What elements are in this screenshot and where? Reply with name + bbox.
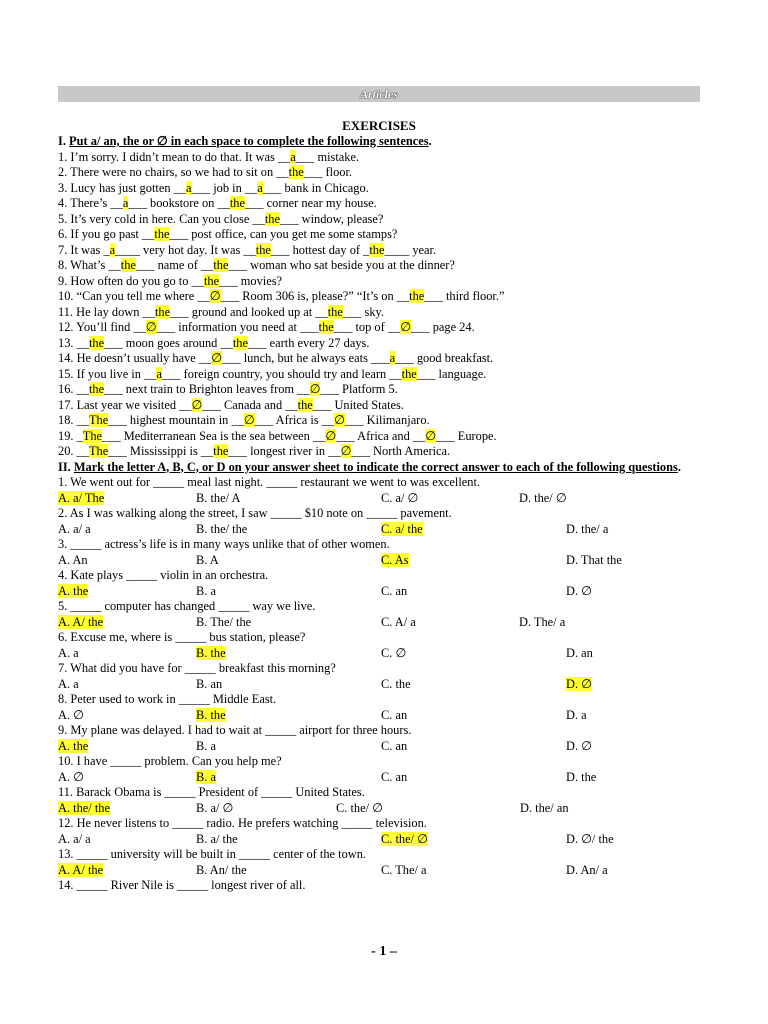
question-text: 13. _____ university will be built in _____ center of the town. [58, 847, 366, 861]
answer-option-c[interactable]: C. an [381, 769, 408, 784]
exercise-sentence [58, 398, 700, 414]
sentence-text: ___ longest river in __ [228, 444, 341, 458]
answer-highlight: the [288, 165, 304, 179]
sentence-text: 19. _ [58, 428, 83, 443]
sentence-text: ___ earth every 27 days. [247, 335, 370, 350]
sentence-text: 1. I’m sorry. I didn’t mean to do that. It was __ [58, 149, 291, 164]
page-title: EXERCISES [342, 118, 416, 133]
sentence-text: 20. __ [58, 444, 89, 458]
sentence-text: ___ top of __ [333, 320, 401, 334]
answer-option-b[interactable]: B. a [196, 583, 216, 598]
sentence-text: ___ mistake. [295, 149, 360, 164]
question-text: 1. We went out for _____ meal last night. _____ restaurant we went to was excellent. [58, 475, 481, 489]
answer-option-a[interactable]: A. ∅ [58, 769, 84, 784]
answer-option-a[interactable]: A. a [58, 676, 79, 691]
answer-highlight: the [369, 242, 385, 257]
section-banner: Articles [58, 86, 700, 102]
answer-option-d[interactable]: D. That the [566, 552, 622, 567]
sentence-text: ___ Mississippi is __ [108, 444, 214, 458]
exercise-sentence [58, 227, 700, 243]
answer-highlight: a [156, 366, 162, 381]
question-text: 5. _____ computer has changed _____ way we live. [58, 599, 316, 613]
sentence-text: 17. Last year we visited __ [58, 397, 192, 412]
sentence-text: 12. You’ll find __ [58, 320, 146, 334]
sentence-text: 15. If you live in __ [58, 366, 157, 381]
answer-option-b[interactable]: B. the [196, 707, 226, 722]
answer-highlight: ∅ [340, 444, 352, 458]
exercise-sentence [58, 429, 700, 445]
answer-option-b[interactable]: B. The/ the [196, 614, 252, 629]
sentence-text: 10. “Can you tell me where __ [58, 289, 210, 303]
exercise-sentence [58, 289, 700, 305]
section-1-instruction: Put a/ an, the or ∅ in each space to complete the following sentences [69, 134, 429, 148]
answer-option-a[interactable]: A. the [58, 583, 89, 598]
answer-option-d[interactable]: D. ∅ [566, 583, 592, 598]
sentence-text: ___ highest mountain in __ [108, 413, 244, 427]
answer-option-c[interactable]: C. an [381, 707, 408, 722]
answer-option-b[interactable]: B. An/ the [196, 862, 247, 877]
sentence-text: 11. He lay down __ [58, 304, 155, 319]
answer-highlight: the [88, 382, 105, 396]
answer-option-d[interactable]: D. ∅ [566, 676, 592, 691]
answer-option-c[interactable]: C. a/ the [381, 521, 423, 536]
answer-highlight: the [255, 242, 271, 257]
question-text: 11. Barack Obama is _____ President of _____ United States. [58, 785, 365, 799]
answer-highlight: the [318, 320, 334, 334]
answer-highlight: the [154, 227, 170, 241]
sentence-text: ___ window, please? [279, 211, 384, 226]
answer-highlight: the [401, 366, 417, 381]
sentence-text: 14. He doesn’t usually have __ [58, 351, 212, 365]
answer-highlight: a [290, 149, 296, 164]
answer-option-a[interactable]: A. a/ a [58, 521, 91, 536]
answer-highlight: the [409, 289, 425, 303]
sentence-text: ___ ground and looked up at __ [170, 304, 328, 319]
answer-option-d[interactable]: D. ∅ [566, 738, 592, 753]
question-text: 2. As I was walking along the street, I saw _____ $10 note on _____ pavement. [58, 506, 452, 520]
answer-option-c[interactable]: C. a/ ∅ [381, 490, 419, 505]
answer-highlight: ∅ [145, 320, 157, 334]
answer-highlight: ∅ [243, 413, 255, 427]
sentence-text: 9. How often do you go to __ [58, 273, 204, 288]
exercise-sentence [58, 165, 700, 181]
answer-options-row [58, 522, 700, 538]
answer-highlight: the [154, 304, 171, 319]
answer-option-a[interactable]: A. ∅ [58, 707, 84, 722]
section-2-number: II. [58, 459, 71, 474]
answer-highlight: the [297, 397, 313, 412]
answer-option-b[interactable]: B. a [196, 738, 216, 753]
answer-option-d[interactable]: D. the/ an [520, 800, 569, 815]
answer-option-a[interactable]: A. a/ a [58, 831, 91, 846]
sentence-text: ___ bookstore on __ [128, 196, 230, 210]
answer-option-d[interactable]: D. ∅/ the [566, 831, 614, 846]
exercise-sentence [58, 274, 700, 290]
sentence-text: ___ North America. [351, 444, 451, 458]
answer-option-c[interactable]: C. ∅ [381, 645, 407, 660]
answer-option-b[interactable]: B. the/ A [196, 490, 241, 505]
answer-options-row [58, 491, 700, 507]
answer-option-d[interactable]: D. the [566, 769, 597, 784]
exercise-sentence [58, 243, 700, 259]
answer-highlight: the [232, 335, 248, 350]
sentence-text: ___ third floor.” [424, 289, 505, 303]
sentence-text: ___ good breakfast. [395, 351, 494, 365]
answer-option-a[interactable]: A. A/ the [58, 862, 104, 877]
answer-highlight: a [122, 196, 129, 210]
question-text: 10. I have _____ problem. Can you help me? [58, 754, 282, 768]
answer-option-b[interactable]: B. a/ the [196, 831, 238, 846]
sentence-text: ___ corner near my house. [244, 196, 377, 210]
sentence-text: ___ information you need at ___ [156, 320, 319, 334]
exercise-sentence [58, 212, 700, 228]
sentence-text: ___ Europe. [436, 428, 497, 443]
question-text: 9. My plane was delayed. I had to wait at _____ airport for three hours. [58, 723, 412, 737]
exercise-sentence [58, 196, 700, 212]
sentence-text: ___ Room 306 is, please?” “It’s on __ [220, 289, 410, 303]
exercise-sentence [58, 320, 700, 336]
answer-highlight: the [213, 258, 229, 272]
sentence-text: ___ United States. [312, 397, 404, 412]
answer-highlight: The [88, 444, 109, 458]
answer-option-c[interactable]: C. an [381, 583, 408, 598]
answer-highlight: the [264, 211, 280, 226]
exercise-sentence [58, 444, 700, 460]
sentence-text: ____ year. [384, 242, 437, 257]
question-text: 4. Kate plays _____ violin in an orchestra. [58, 568, 269, 582]
answer-options-row [58, 646, 700, 662]
answer-option-a[interactable]: A. the [58, 738, 89, 753]
section-1-sentences [58, 150, 700, 460]
sentence-text: ___ name of __ [135, 258, 214, 272]
question-text: 6. Excuse me, where is _____ bus station, please? [58, 630, 306, 644]
answer-highlight: the [213, 444, 229, 458]
page-number: - 1 – [371, 944, 397, 959]
answer-highlight: ∅ [334, 413, 345, 427]
answer-highlight: a [389, 351, 396, 365]
answer-option-d[interactable]: D. An/ a [566, 862, 608, 877]
question-text: 12. He never listens to _____ radio. He prefers watching _____ television. [58, 816, 427, 830]
worksheet-page [58, 86, 700, 894]
answer-option-a[interactable]: A. An [58, 552, 88, 567]
sentence-text: ___ floor. [303, 165, 352, 179]
answer-highlight: the [327, 304, 343, 319]
answer-option-c[interactable]: C. the [381, 676, 411, 691]
answer-highlight: ∅ [400, 320, 412, 334]
exercise-sentence [58, 351, 700, 367]
answer-option-a[interactable]: A. a [58, 645, 79, 660]
answer-highlight: ∅ [325, 428, 337, 443]
section-2-instruction: Mark the letter A, B, C, or D on your answer sheet to indicate the correct answer to each of the following questions [73, 459, 678, 474]
sentence-text: ___ post office, can you get me some stamps? [169, 227, 398, 241]
answer-highlight: a [109, 242, 116, 257]
exercise-sentence [58, 367, 700, 383]
answer-options-row [58, 832, 700, 848]
answer-option-d[interactable]: D. an [566, 645, 593, 660]
sentence-text: ___ Kilimanjaro. [344, 413, 430, 427]
sentence-text: ___ job in __ [191, 180, 258, 195]
answer-option-b[interactable]: B. a/ ∅ [196, 800, 234, 815]
answer-options-row [58, 708, 700, 724]
sentence-text: 7. It was _ [58, 242, 110, 257]
answer-options-row [58, 553, 700, 569]
sentence-text: ___ language. [416, 366, 487, 381]
answer-option-c[interactable]: C. The/ a [381, 862, 427, 877]
answer-options-row [58, 770, 700, 786]
exercise-sentence [58, 382, 700, 398]
answer-highlight: the [88, 335, 105, 350]
answer-option-c[interactable]: C. the/ ∅ [336, 800, 383, 815]
sentence-text: 4. There’s __ [58, 196, 123, 210]
sentence-text: ___ Mediterranean Sea is the sea between __ [102, 428, 326, 443]
answer-option-d[interactable]: D. the/ a [566, 521, 609, 536]
sentence-text: ___ movies? [219, 273, 283, 288]
sentence-text: ___ Canada and __ [202, 397, 298, 412]
answer-options-row [58, 615, 700, 631]
sentence-text: ____ very hot day. It was __ [115, 242, 256, 257]
answer-option-a[interactable]: A. a/ The [58, 490, 105, 505]
answer-option-c[interactable]: C. an [381, 738, 408, 753]
answer-options-row [58, 584, 700, 600]
sentence-text: ___ next train to Brighton leaves from __ [104, 382, 310, 396]
answer-highlight: ∅ [211, 351, 223, 365]
answer-options-row [58, 677, 700, 693]
sentence-text: ___ woman who sat beside you at the dinner? [228, 258, 455, 272]
sentence-text: 16. __ [58, 382, 89, 396]
sentence-text: ___ moon goes around __ [104, 335, 233, 350]
answer-highlight: ∅ [209, 289, 221, 303]
sentence-text: 3. Lucy has just gotten __ [58, 180, 187, 195]
answer-options-row [58, 863, 700, 879]
exercise-sentence [58, 258, 700, 274]
question-text: 7. What did you have for _____ breakfast this morning? [58, 661, 336, 675]
question-text: 3. _____ actress’s life is in many ways unlike that of other women. [58, 537, 390, 551]
answer-option-c[interactable]: C. A/ a [381, 614, 416, 629]
answer-option-b[interactable]: B. the [196, 645, 226, 660]
answer-option-b[interactable]: B. an [196, 676, 223, 691]
answer-options-row [58, 739, 700, 755]
exercise-sentence [58, 181, 700, 197]
sentence-text: 6. If you go past __ [58, 227, 155, 241]
sentence-text: ___ Platform 5. [320, 382, 398, 396]
answer-option-d[interactable]: D. The/ a [519, 614, 566, 629]
answer-highlight: a [186, 180, 192, 195]
sentence-text: ___ page 24. [411, 320, 475, 334]
answer-option-c[interactable]: C. As [381, 552, 409, 567]
sentence-text: ___ foreign country, you should try and learn __ [161, 366, 402, 381]
section-1-number: I. [58, 134, 66, 148]
exercise-sentence [58, 336, 700, 352]
section-1-heading [58, 134, 700, 150]
answer-highlight: the [120, 258, 136, 272]
answer-option-d[interactable]: D. the/ ∅ [519, 490, 567, 505]
sentence-text: 13. __ [58, 335, 89, 350]
answer-highlight: ∅ [425, 428, 437, 443]
answer-option-c[interactable]: C. the/ ∅ [381, 831, 428, 846]
section-2-heading [58, 460, 700, 476]
exercise-sentence [58, 150, 700, 166]
section-2-questions [58, 475, 700, 894]
answer-highlight: The [82, 428, 103, 443]
answer-highlight: the [203, 273, 220, 288]
sentence-text: 5. It’s very cold in here. Can you close __ [58, 211, 265, 226]
answer-option-b[interactable]: B. a [196, 769, 216, 784]
answer-options-row [58, 801, 700, 817]
answer-option-a[interactable]: A. the/ the [58, 800, 110, 815]
answer-option-b[interactable]: B. the/ the [196, 521, 248, 536]
sentence-text: ___ hottest day of _ [270, 242, 370, 257]
answer-highlight: The [88, 413, 109, 427]
question-text: 8. Peter used to work in _____ Middle East. [58, 692, 277, 706]
exercise-sentence [58, 413, 700, 429]
sentence-text: 2. There were no chairs, so we had to sit on __ [58, 165, 289, 179]
answer-highlight: ∅ [309, 382, 321, 396]
sentence-text: ___ Africa and __ [336, 428, 426, 443]
sentence-text: ___ sky. [342, 304, 385, 319]
answer-highlight: ∅ [191, 397, 203, 412]
section-1-period: . [428, 134, 432, 148]
sentence-text: 8. What’s __ [58, 258, 121, 272]
exercise-sentence [58, 305, 700, 321]
sentence-text: ___ bank in Chicago. [262, 180, 369, 195]
sentence-text: ___ lunch, but he always eats ___ [222, 351, 390, 365]
section-2-period: . [677, 459, 681, 474]
question-text: 14. _____ River Nile is _____ longest river of all. [58, 878, 306, 892]
answer-option-a[interactable]: A. A/ the [58, 614, 104, 629]
sentence-text: ___ Africa is __ [254, 413, 335, 427]
answer-highlight: the [229, 196, 245, 210]
sentence-text: 18. __ [58, 413, 89, 427]
answer-option-b[interactable]: B. A [196, 552, 219, 567]
answer-option-d[interactable]: D. a [566, 707, 587, 722]
answer-highlight: a [257, 180, 263, 195]
